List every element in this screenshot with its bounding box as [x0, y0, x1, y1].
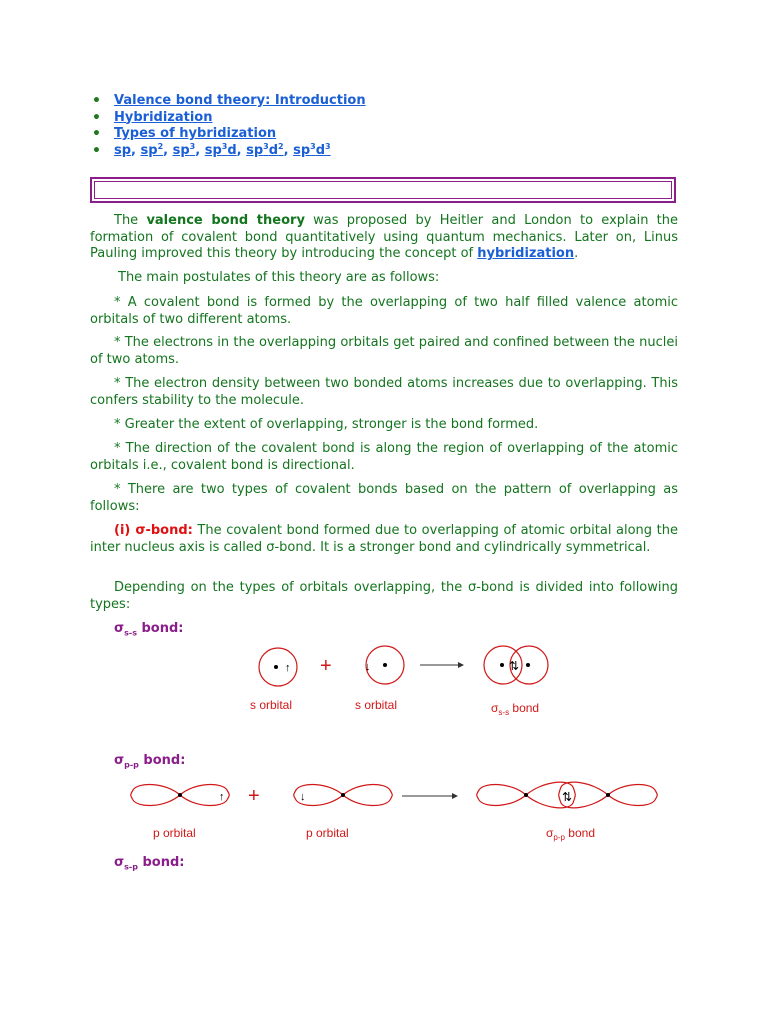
- electron-pair: ⇅: [509, 659, 520, 673]
- electron-spin-up: ↑: [219, 791, 225, 803]
- postulate-3: * The electron density between two bonded atoms increases due to overlapping. This confers stability to the molecule.: [90, 376, 678, 408]
- hybridization-link[interactable]: hybridization: [477, 246, 575, 261]
- intro-paragraph: [90, 213, 678, 263]
- hybrid-link-sp2[interactable]: $sp^2$: [140, 141, 164, 158]
- toc-item-intro[interactable]: [114, 93, 366, 110]
- postulate-6: * There are two types of covalent bonds based on the pattern of overlapping as follows:: [90, 482, 678, 514]
- heading-pp-bond: $\sigma_{p-p}$ bond:: [114, 753, 186, 770]
- postulate-1: * A covalent bond is formed by the overlapping of two half filled valence atomic orbitals of two different atoms.: [90, 295, 678, 327]
- postulate-4: * Greater the extent of overlapping, stronger is the bond formed.: [114, 417, 539, 432]
- electron-spin-up: ↑: [285, 662, 291, 674]
- plus-sign: +: [248, 785, 260, 807]
- p-orbital-2-right-lobe: [343, 785, 392, 806]
- toc-item-hybrids: [114, 143, 366, 160]
- hybrid-link-sp3d[interactable]: $sp^3d$: [204, 141, 237, 158]
- hybrid-link-sp3d3[interactable]: $sp^3d^3$: [293, 141, 331, 158]
- label-p-orbital-2: p orbital: [306, 826, 349, 840]
- nucleus-dot: [500, 663, 504, 667]
- toc-list: [114, 93, 366, 159]
- heading-ss-bond: $\sigma_{s-s}$ bond:: [114, 621, 184, 638]
- intro-text-b: was proposed by Heitler and London to explain the formation of covalent bond quantitatively using quantum mechanics. Later on, Linus Pauling improved this theory by introducing the concept of: [90, 213, 679, 261]
- intro-bold: valence bond theory: [146, 213, 305, 228]
- electron-spin-down: ↓: [300, 791, 306, 803]
- plus-sign: +: [320, 655, 332, 677]
- nucleus-dot: [524, 793, 528, 797]
- toc-link-types[interactable]: Types of hybridization: [114, 126, 277, 141]
- postulates-intro: The main postulates of this theory are as follows:: [118, 270, 440, 285]
- electron-spin-down: ↓: [365, 661, 371, 673]
- postulate-2: * The electrons in the overlapping orbitals get paired and confined between the nuclei of two atoms.: [90, 335, 678, 367]
- section-title-box: [90, 177, 676, 203]
- arrow-head: [458, 662, 464, 668]
- ss-overlap-diagram: [240, 640, 560, 730]
- overlap-outer-right-lobe: [608, 785, 657, 806]
- toc-link-intro[interactable]: Valence bond theory: Introduction: [114, 93, 366, 108]
- electron-pair: ⇅: [562, 790, 573, 804]
- pp-overlap-diagram: [130, 775, 665, 850]
- sigma-bond-text: The covalent bond formed due to overlapping of atomic orbital along the inter nucleus axis is called σ-bond. It is a stronger bond and cylindrically symmetrical.: [90, 523, 678, 555]
- p-orbital-1-left-lobe: [131, 785, 180, 806]
- intro-text-a: The: [114, 213, 147, 228]
- arrow-head: [452, 793, 458, 799]
- depending-paragraph: Depending on the types of orbitals overlapping, the σ-bond is divided into following types:: [90, 580, 678, 612]
- postulate-5: * The direction of the covalent bond is along the region of overlapping of the atomic orbitals i.e., covalent bond is directional.: [90, 441, 678, 473]
- nucleus-dot: [274, 665, 278, 669]
- label-ss-bond: $\sigma_{s-s}$ bond: [491, 701, 540, 717]
- toc-item-types[interactable]: [114, 126, 366, 143]
- label-pp-bond: $\sigma_{p-p}$ bond: [546, 826, 595, 842]
- nucleus-dot: [178, 793, 182, 797]
- nucleus-dot: [526, 663, 530, 667]
- intro-text-c: .: [574, 246, 579, 261]
- toc-item-hybridization[interactable]: [114, 110, 366, 127]
- label-s-orbital-2: s orbital: [355, 698, 398, 712]
- sigma-bond-paragraph: [90, 523, 678, 556]
- nucleus-dot: [383, 663, 387, 667]
- nucleus-dot: [606, 793, 610, 797]
- hybrid-link-sp3d2[interactable]: $sp^3d^2$: [246, 141, 284, 158]
- overlap-outer-left-lobe: [477, 785, 526, 806]
- sigma-bond-label: (i) σ-bond:: [114, 523, 193, 538]
- toc-link-hybridization[interactable]: Hybridization: [114, 109, 213, 125]
- label-p-orbital-1: p orbital: [153, 826, 196, 840]
- hybrid-link-sp[interactable]: sp: [114, 142, 132, 158]
- label-s-orbital-1: s orbital: [250, 698, 293, 712]
- hybrid-links: sp, $sp^2$, $sp^3$, $sp^3d$, $sp^3d^2$, $sp^3d^3$: [114, 141, 331, 158]
- heading-sp-bond: $\sigma_{s-p}$ bond:: [114, 855, 185, 872]
- nucleus-dot: [341, 793, 345, 797]
- hybrid-link-sp3[interactable]: $sp^3$: [172, 141, 196, 158]
